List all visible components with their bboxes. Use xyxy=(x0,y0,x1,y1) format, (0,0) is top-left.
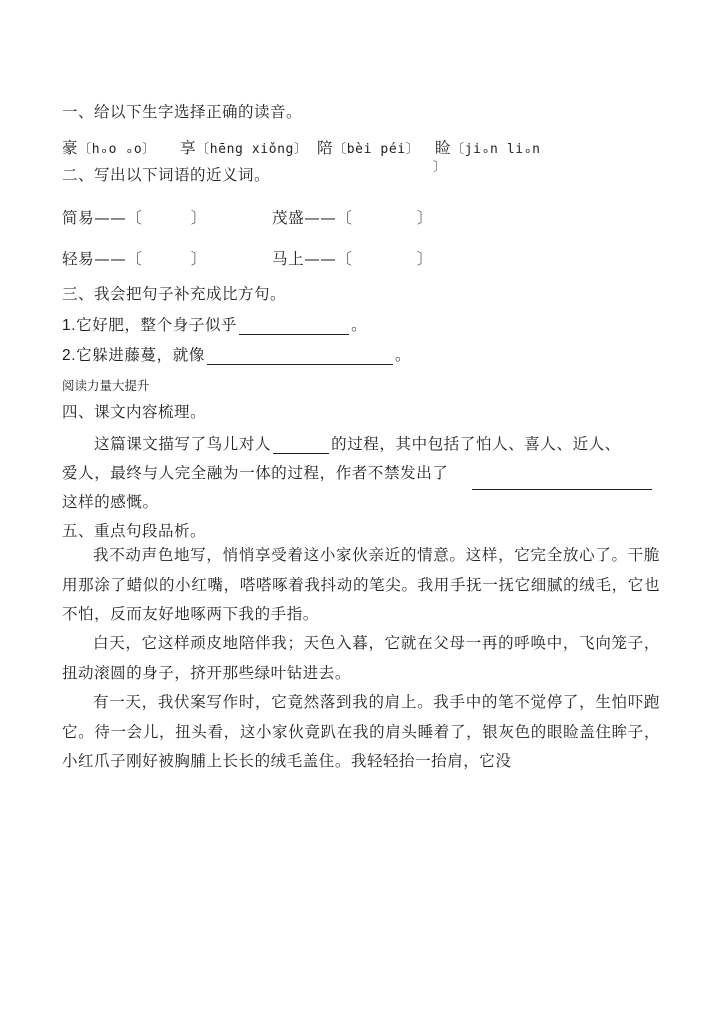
word: 马上—— xyxy=(272,250,337,268)
item-jian xyxy=(435,136,541,158)
char: 豪 xyxy=(62,139,79,157)
passage-paragraph-2: 白天，它这样顽皮地陪伴我；天色入暮，它就在父母一再的呼唤中，飞向笼子，扭动滚圆的身子，挤开那些绿叶钻进去。 xyxy=(62,634,660,682)
summary-line1 xyxy=(94,432,621,454)
answer-blank[interactable] xyxy=(207,363,393,365)
text: 的过程，其中包括了怕人、喜人、近人、 xyxy=(331,435,621,453)
word: 简易—— xyxy=(62,209,127,227)
text: 这篇课文描写了鸟儿对人 xyxy=(94,435,272,453)
q-end: 。 xyxy=(351,316,368,334)
item-xiang xyxy=(180,136,308,158)
word: 茂盛—— xyxy=(272,209,337,227)
answer-paren: 〔 〕 xyxy=(336,209,434,227)
synonym-qingyi xyxy=(62,247,207,269)
char: 睑 xyxy=(435,139,452,157)
pinyin: 〔hēng xiǒng〕 xyxy=(196,142,308,157)
section3-title: 三、我会把句子补充成比方句。 xyxy=(62,285,287,303)
pinyin: 〔hₒo ₒo〕 xyxy=(78,142,156,157)
pinyin: 〔jiₒn liₒn xyxy=(451,142,541,157)
item-pei xyxy=(317,136,419,158)
word: 轻易—— xyxy=(62,250,127,268)
answer-paren: 〔 〕 xyxy=(126,209,207,227)
synonym-jianyi xyxy=(62,206,207,228)
summary-line2: 爱人，最终与人完全融为一体的过程，作者不禁发出了 xyxy=(62,464,449,482)
synonym-mashang xyxy=(272,247,433,269)
q-number: 1. xyxy=(62,317,77,334)
q-end: 。 xyxy=(394,346,412,364)
synonym-maosheng xyxy=(272,206,433,228)
summary-line3: 这样的感慨。 xyxy=(62,493,159,511)
char: 陪 xyxy=(317,139,334,157)
item-hao xyxy=(62,136,156,158)
passage-paragraph-3: 有一天，我伏案写作时，它竟然落到我的肩上。我手中的笔不觉停了，生怕吓跑它。待一会儿，扭头看，这小家伙竟趴在我的肩头睡着了，银灰色的眼睑盖住眸子，小红爪子刚好被胸脯上长长的绒毛盖住。我轻轻抬一抬肩，它没 xyxy=(62,693,660,770)
summary-answer-blank[interactable] xyxy=(472,489,652,490)
section5-title: 五、重点句段品析。 xyxy=(62,522,207,540)
q-text: 它躲进藤蔓，就像 xyxy=(76,346,205,364)
answer-blank[interactable] xyxy=(273,452,329,454)
answer-paren: 〔 〕 xyxy=(126,250,207,268)
reading-header: 阅读力量大提升 xyxy=(62,378,150,393)
answer-paren: 〔 〕 xyxy=(336,250,434,268)
answer-blank[interactable] xyxy=(239,333,349,335)
section2-title: 二、写出以下词语的近义词。 xyxy=(62,166,271,184)
simile-q2 xyxy=(62,343,411,365)
pinyin: 〔bèi péi〕 xyxy=(333,142,420,157)
section1-title: 一、给以下生字选择正确的读音。 xyxy=(62,103,303,121)
passage-paragraph-1: 我不动声色地写，悄悄享受着这小家伙亲近的情意。这样，它完全放心了。干脆用那涂了蜡似的小红嘴，嗒嗒啄着我抖动的笔尖。我用手抚一抚它细腻的绒毛，它也不怕，反而友好地啄两下我的手指。 xyxy=(62,546,660,623)
simile-q1 xyxy=(62,313,367,335)
wrap-close-paren: 〕 xyxy=(433,159,446,174)
char: 享 xyxy=(180,139,197,157)
section4-title: 四、课文内容梳理。 xyxy=(62,403,207,421)
q-text: 它好肥，整个身子似乎 xyxy=(76,316,238,334)
q-number: 2. xyxy=(62,347,77,364)
